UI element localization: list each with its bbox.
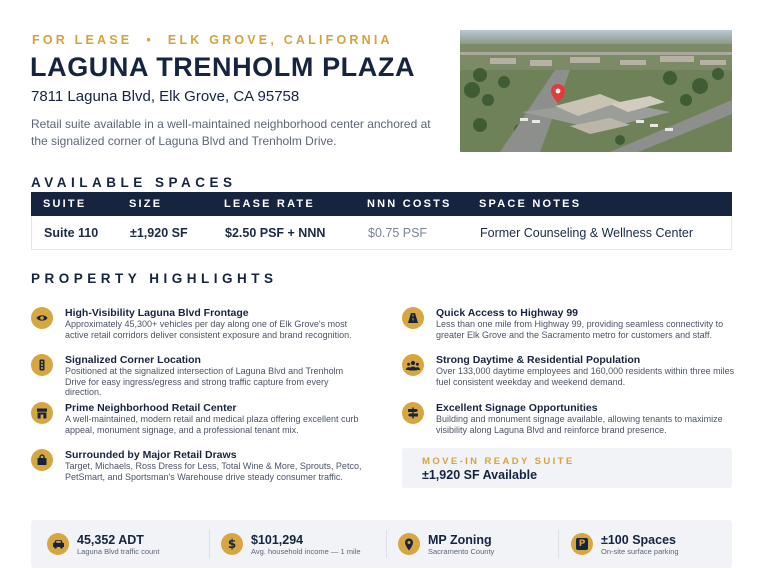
signpost-icon — [402, 402, 424, 424]
map-pin-icon — [398, 533, 420, 555]
property-highlights-title: PROPERTY HIGHLIGHTS — [31, 271, 278, 286]
available-spaces-title: AVAILABLE SPACES — [31, 175, 237, 190]
column-header: SUITE — [43, 198, 87, 210]
highlight-desc: Over 133,000 daytime employees and 160,000 residents within three miles fuel consistent weekday and weekend demand. — [436, 366, 735, 387]
property-address: 7811 Laguna Blvd, Elk Grove, CA 95758 — [31, 88, 300, 105]
highlight-title: Excellent Signage Opportunities — [436, 402, 598, 414]
table-header — [31, 192, 732, 216]
stat-label: Avg. household income — 1 mile — [251, 547, 361, 556]
stat-divider — [558, 530, 559, 558]
suite-cell: Suite 110 — [44, 226, 99, 240]
stat-value: ±100 Spaces — [601, 533, 676, 547]
highlight-title: High-Visibility Laguna Blvd Frontage — [65, 307, 249, 319]
rate-cell: $2.50 PSF + NNN — [225, 226, 326, 240]
shopping-bag-icon — [31, 449, 53, 471]
stat-divider — [386, 530, 387, 558]
highlight-title: Quick Access to Highway 99 — [436, 307, 579, 319]
property-summary: Retail suite available in a well-maintained neighborhood center anchored at the signalized corner of Laguna Blvd and Trenholm Drive. — [31, 117, 431, 148]
highlight-desc: A well-maintained, modern retail and medical plaza offering excellent curb appeal, monument signage, and a professional tenant mix. — [65, 414, 359, 435]
spaces-table — [31, 192, 732, 250]
callout-label: MOVE-IN READY SUITE — [422, 456, 575, 467]
stat-value: $101,294 — [251, 533, 304, 547]
highlight-desc: Building and monument signage available, allowing tenants to maximize visibility along Laguna Blvd and reinforce brand presence. — [436, 414, 723, 435]
stats-bar — [31, 520, 732, 568]
dollar-icon: $ — [221, 533, 243, 555]
column-header: SIZE — [129, 198, 163, 210]
column-header: SPACE NOTES — [479, 198, 582, 210]
column-header: LEASE RATE — [224, 198, 315, 210]
nnn-cell: $0.75 PSF — [368, 226, 428, 240]
notes-cell: Former Counseling & Wellness Center — [480, 226, 694, 240]
callout-value: ±1,920 SF Available — [422, 468, 538, 482]
highlight-title: Signalized Corner Location — [65, 354, 201, 366]
move-in-callout — [402, 448, 732, 488]
aerial-photo — [460, 30, 732, 152]
car-icon — [47, 533, 69, 555]
stat-label: Sacramento County — [428, 547, 495, 556]
listing-location: ELK GROVE, CALIFORNIA — [167, 33, 393, 47]
highlight-title: Surrounded by Major Retail Draws — [65, 449, 237, 461]
listing-eyebrow — [32, 33, 393, 47]
stat-label: Laguna Blvd traffic count — [77, 547, 160, 556]
stat-divider — [209, 530, 210, 558]
stat-label: On-site surface parking — [601, 547, 679, 556]
column-header: NNN COSTS — [367, 198, 452, 210]
listing-type: FOR LEASE — [32, 33, 133, 47]
highlight-desc: Less than one mile from Highway 99, providing seamless connectivity to greater Elk Grove and the Sacramento metro for customers and staff. — [436, 319, 724, 340]
stat-value: 45,352 ADT — [77, 533, 144, 547]
highlight-desc: Positioned at the signalized intersection of Laguna Blvd and Trenholm Drive for easy ingress/egress and strong traffic capture from every direction. — [65, 366, 344, 397]
size-cell: ±1,920 SF — [130, 226, 188, 240]
highlight-title: Strong Daytime & Residential Population — [436, 354, 641, 366]
highlight-desc: Approximately 45,300+ vehicles per day along one of Elk Grove's most active retail corridors deliver consistent exposure and brand recognition. — [65, 319, 352, 340]
storefront-icon — [31, 402, 53, 424]
highlight-desc: Target, Michaels, Ross Dress for Less, Total Wine & More, Sprouts, Petco, PetSmart, and Sportsman's Warehouse drive steady consumer traffic. — [65, 461, 362, 482]
road-icon — [402, 307, 424, 329]
eyebrow-separator: • — [146, 33, 154, 47]
table-row — [31, 216, 732, 250]
highlight-title: Prime Neighborhood Retail Center — [65, 402, 237, 414]
stat-value: MP Zoning — [428, 533, 492, 547]
property-title: LAGUNA TRENHOLM PLAZA — [30, 52, 416, 82]
traffic-light-icon — [31, 354, 53, 376]
people-icon — [402, 354, 424, 376]
eye-icon — [31, 307, 53, 329]
parking-icon: P — [571, 533, 593, 555]
